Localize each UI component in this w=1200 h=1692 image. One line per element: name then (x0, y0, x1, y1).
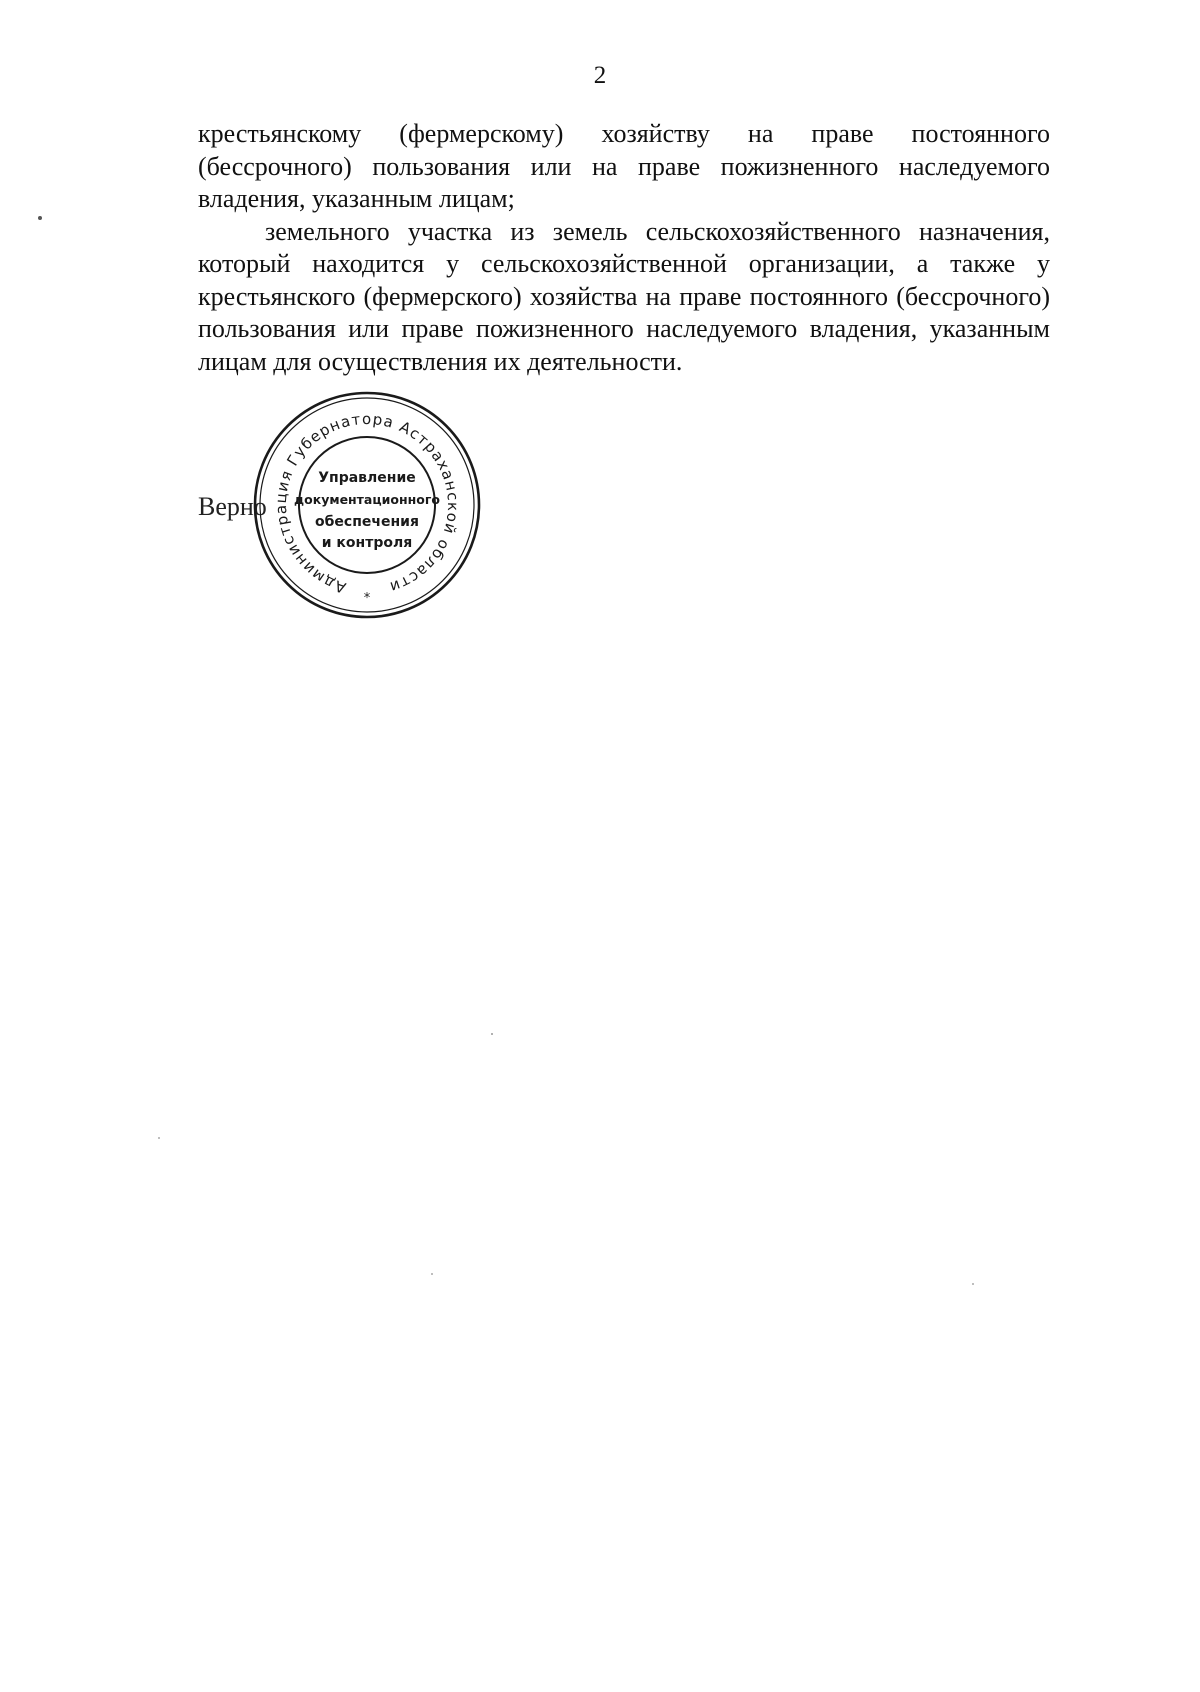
scan-speck (431, 1273, 433, 1275)
stamp-inner-line-4: и контроля (321, 535, 413, 551)
scan-speck (491, 1033, 493, 1035)
stamp-inner-line-1: Управление (318, 470, 416, 486)
stamp-outer-text: Администрация Губернатора Астраханской области (271, 409, 463, 597)
paragraph-2: земельного участка из земель сельскохозяйственного назначения, который находится у сельскохозяйственной организации, а также у крестьянского (фермерского) хозяйства на праве постоянного (бессрочного) пользования или праве пожизненного наследуемого владения, указанным лицам для осуществления их деятельности. (198, 216, 1050, 376)
stamp-inner-line-3: обеспечения (315, 514, 419, 530)
stamp-star: * (363, 591, 371, 606)
verno-certification: Верно (198, 492, 267, 521)
official-stamp (252, 390, 482, 620)
page-number: 2 (593, 62, 607, 89)
stamp-inner-line-2: документационного (294, 492, 440, 507)
scan-speck (158, 1137, 160, 1139)
scan-speck (38, 216, 42, 220)
paragraph-1: крестьянскому (фермерскому) хозяйству на праве постоянного (бессрочного) пользования или на праве пожизненного наследуемого владения, указанным лицам; (198, 119, 1050, 213)
document-body (198, 118, 1050, 378)
scan-speck (972, 1283, 974, 1285)
